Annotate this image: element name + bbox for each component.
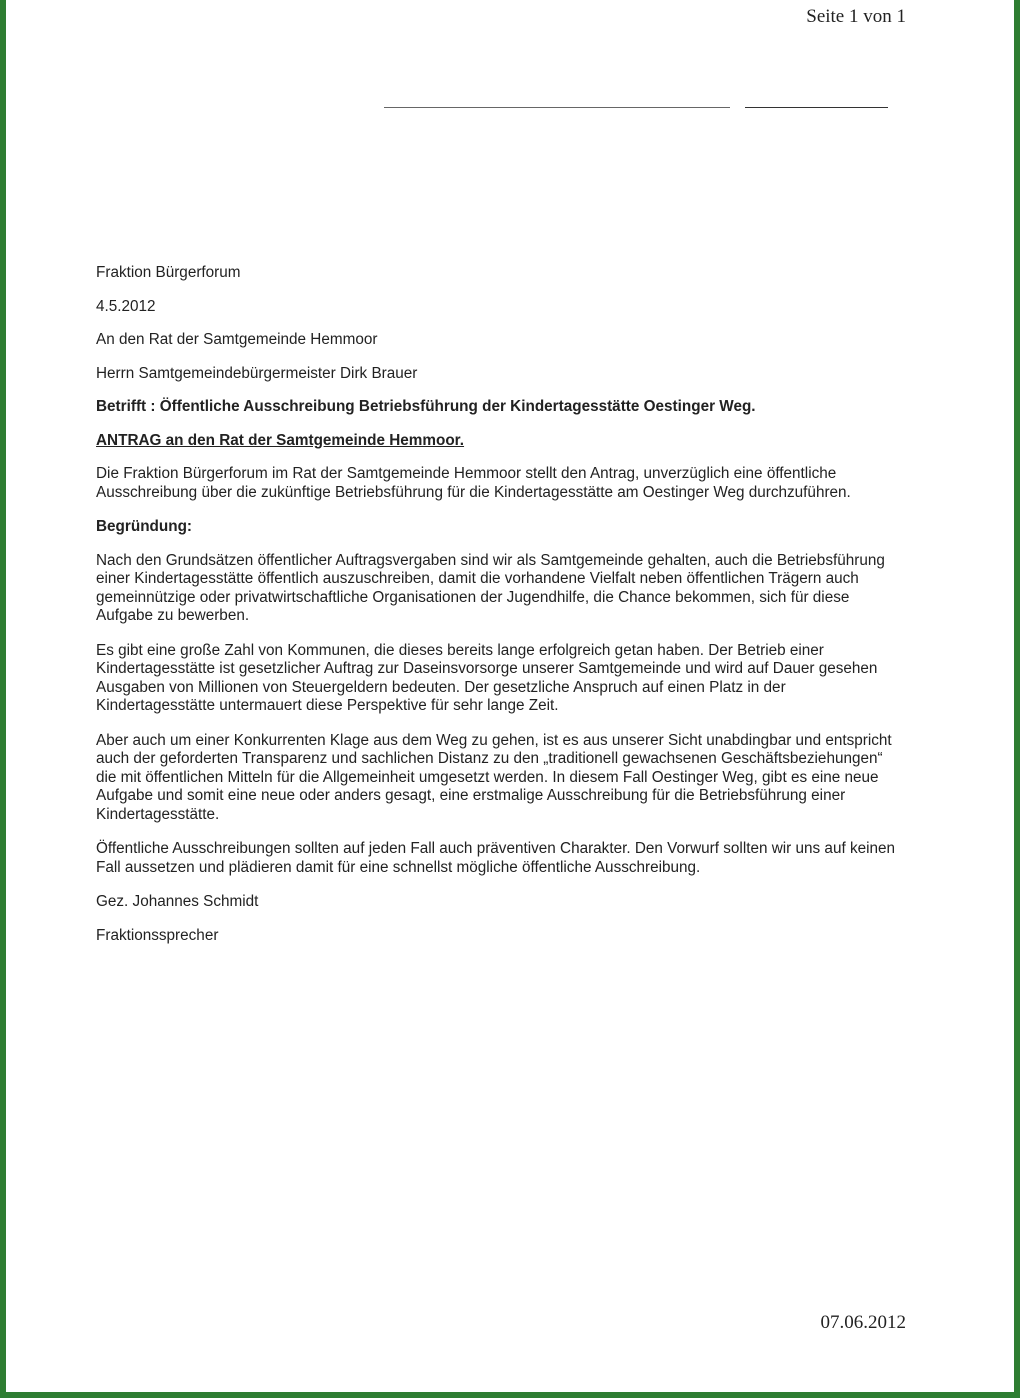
signature: Gez. Johannes Schmidt (96, 893, 259, 910)
motion-text: Die Fraktion Bürgerforum im Rat der Samtgemeinde Hemmoor stellt den Antrag, unverzüglich eine öffentliche Ausschreibung über die zukünftige Betriebsführung für die Kindertagesstätte am Oestinger Weg durchzuführen. (96, 465, 851, 501)
recipient: An den Rat der Samtgemeinde Hemmoor (96, 331, 378, 348)
subject-line: Betrifft : Öffentliche Ausschreibung Betriebsführung der Kindertagesstätte Oestinger Weg. (96, 398, 756, 415)
footer-date: 07.06.2012 (820, 1312, 906, 1333)
page-number: Seite 1 von 1 (806, 6, 906, 27)
reason-paragraph: Nach den Grundsätzen öffentlicher Auftragsvergaben sind wir als Samtgemeinde gehalten, auch die Betriebsführung einer Kindertagesstätte öffentlich auszuschreiben, damit die vorhandene Vielfalt neben öffentlichen Trägern auch gemeinnützige oder privatwirtschaftliche Organisationen der Jugendhilfe, die Chance bekommen, sich für diese Aufgabe zu bewerben. (96, 551, 885, 624)
reason-paragraph: Öffentliche Ausschreibungen sollten auf jeden Fall auch präventiven Charakter. Den Vorwurf sollten wir uns auf keinen Fall aussetzen und plädieren damit für eine schnellst mögliche öffentliche Ausschreibung. (96, 840, 896, 876)
signer-role: Fraktionssprecher (96, 926, 219, 944)
letter-date: 4.5.2012 (96, 297, 156, 315)
addressee: Herrn Samtgemeindebürgermeister Dirk Brauer (96, 364, 418, 382)
document-page (6, 0, 1014, 1392)
header-rule-short (745, 107, 888, 108)
letter-body (96, 264, 906, 945)
sender: Fraktion Bürgerforum (96, 264, 241, 281)
reason-paragraph: Es gibt eine große Zahl von Kommunen, die dieses bereits lange erfolgreich getan haben. Der Betrieb einer Kindertagesstätte ist gesetzlicher Auftrag zur Daseinsvorsorge unserer Samtgemeinde und wird auf Dauer gesehen Ausgaben von Millionen von Steuergeldern bedeuten. Der gesetzliche Anspruch auf einen Platz in der Kindertagesstätte untermauert diese Perspektive für sehr lange Zeit. (96, 641, 878, 714)
reason-heading: Begründung: (96, 518, 193, 535)
motion-title: ANTRAG an den Rat der Samtgemeinde Hemmoor. (96, 431, 465, 449)
reason-paragraph: Aber auch um einer Konkurrenten Klage aus dem Weg zu gehen, ist es aus unserer Sicht unabdingbar und entspricht auch der geforderten Transparenz und sachlichen Distanz zu den „traditionell gewachsenen Geschäftsbeziehungen“ die mit öffentlichen Mitteln für die Allgemeinheit umgesetzt werden. In diesem Fall Oestinger Weg, gibt es eine neue Aufgabe und somit eine neue oder anders gesagt, eine erstmalige Ausschreibung für die Betriebsführung einer Kindertagesstätte. (96, 731, 892, 823)
header-rule-long (384, 107, 730, 108)
